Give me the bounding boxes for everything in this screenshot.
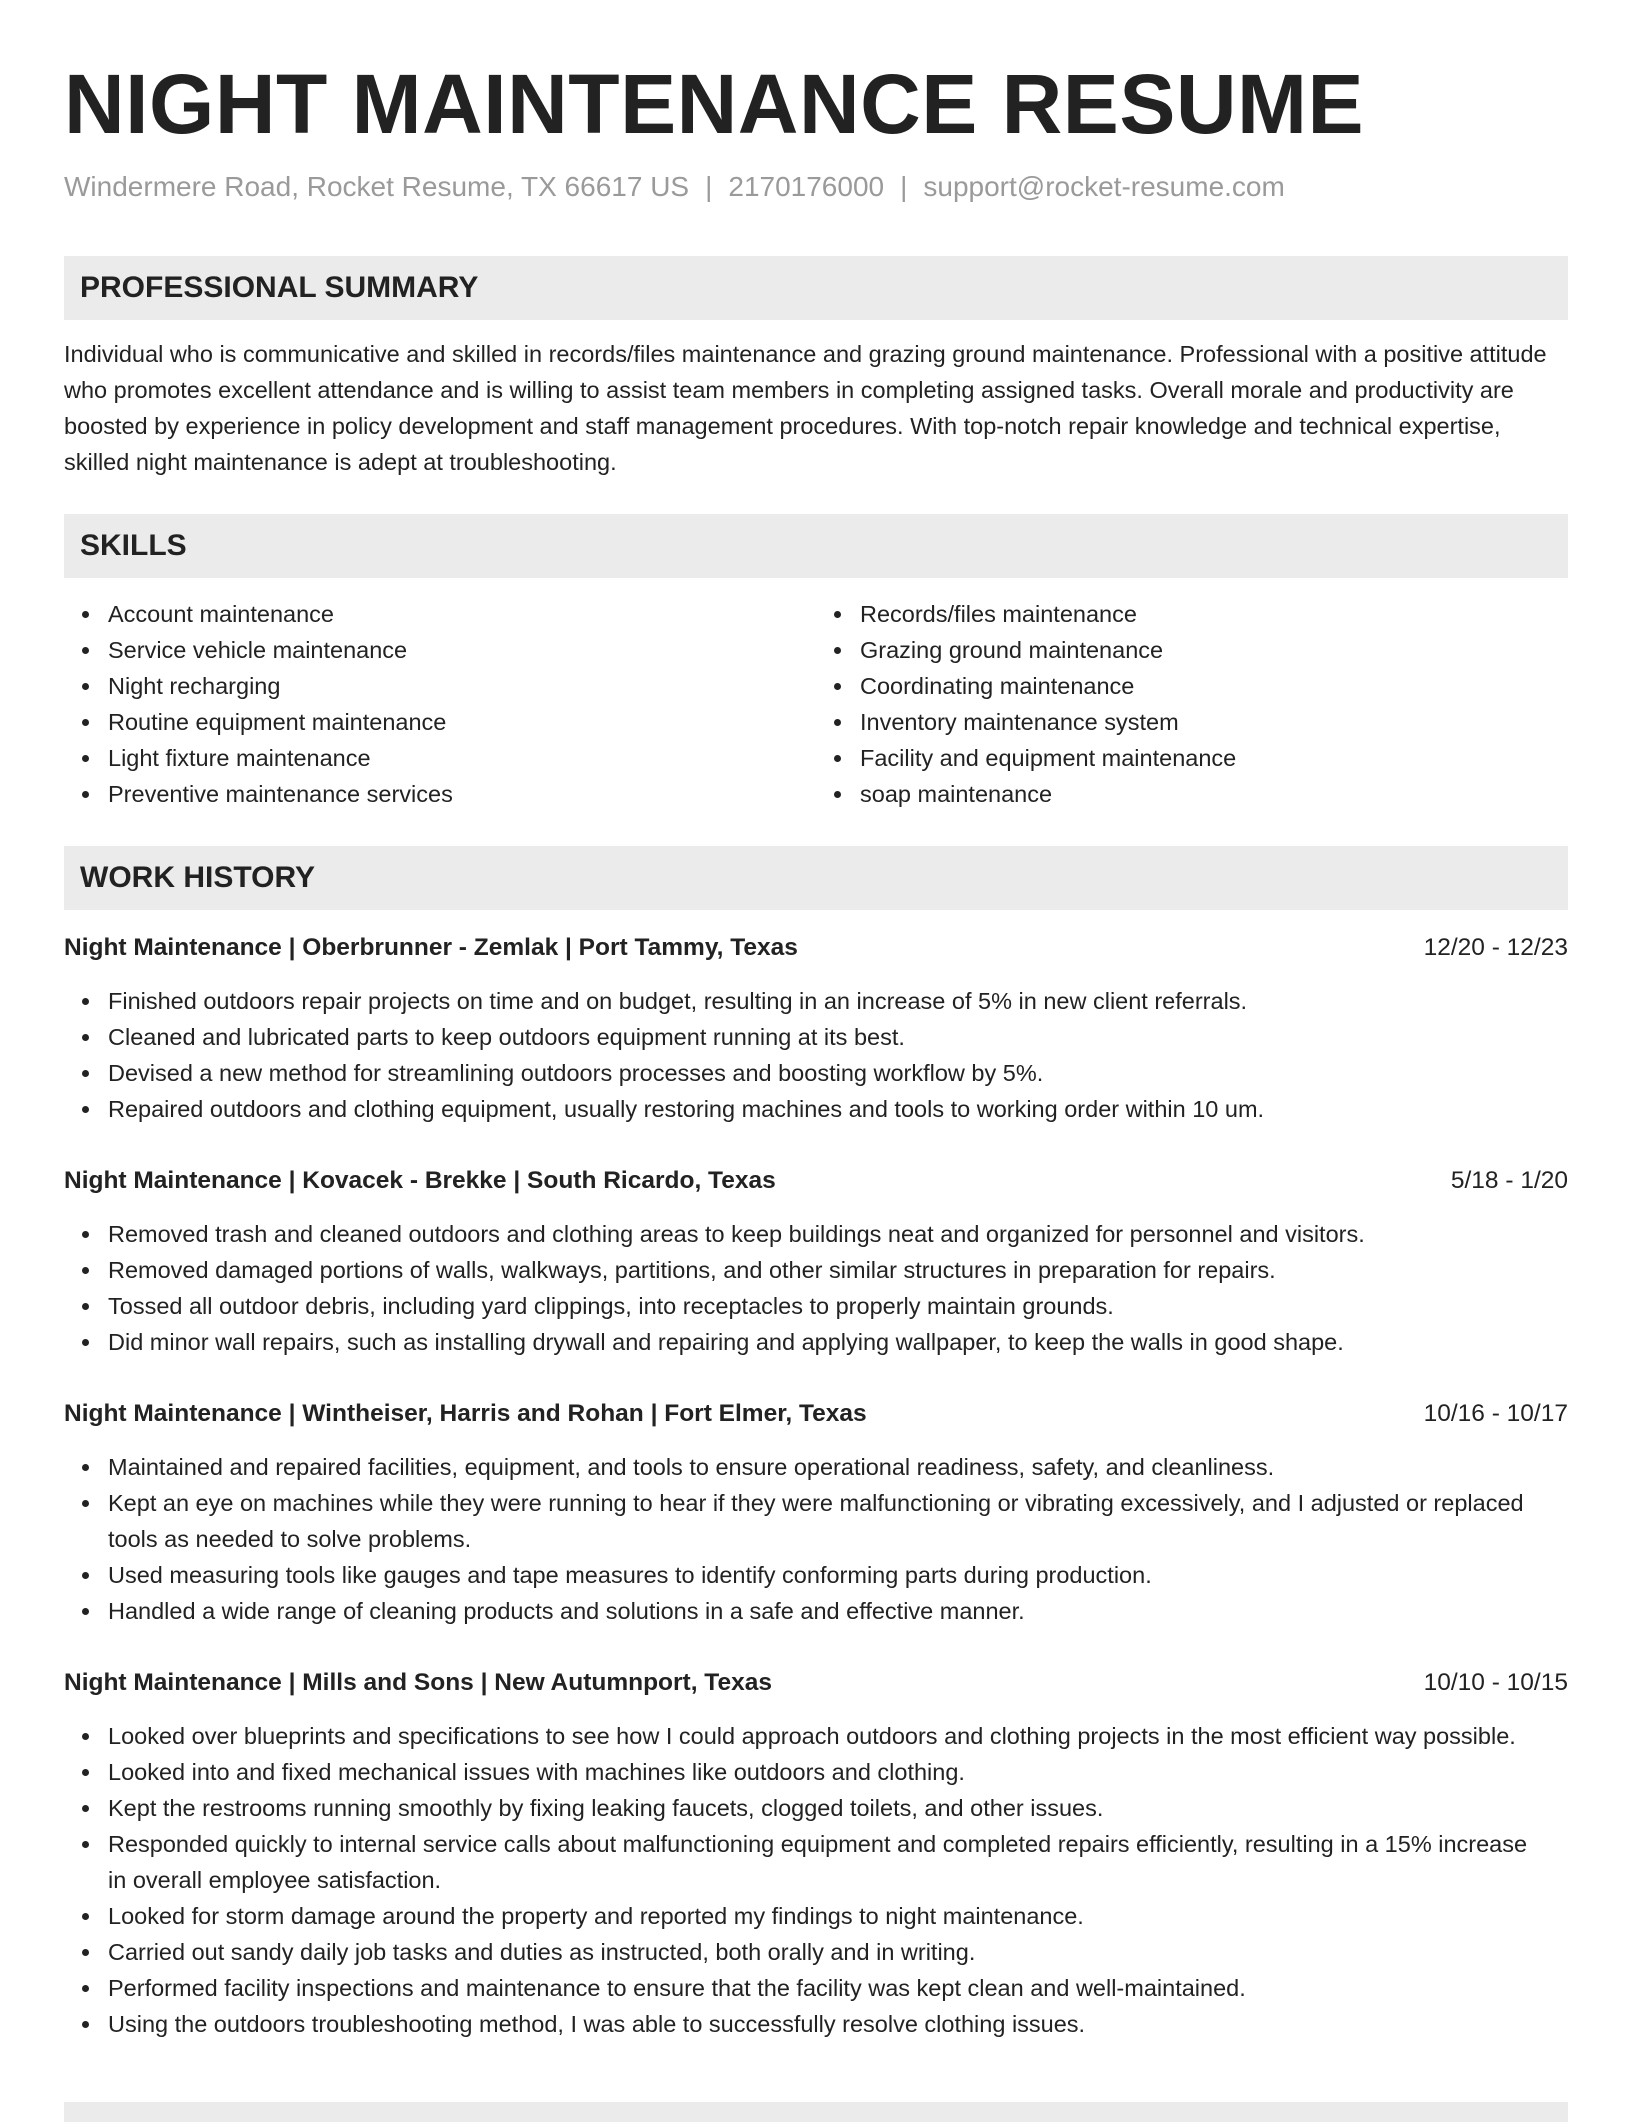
- job-bullet: Responded quickly to internal service calls about malfunctioning equipment and completed repairs efficiently, resulting in a 15% increase in overall employee satisfaction.: [108, 1826, 1568, 1898]
- job-entry: [64, 1396, 1568, 1629]
- job-bullet: Cleaned and lubricated parts to keep outdoors equipment running at its best.: [108, 1019, 1568, 1055]
- contact-line: [64, 170, 1568, 204]
- job-dates: 5/18 - 1/20: [1450, 1167, 1568, 1194]
- job-entry: [64, 1665, 1568, 2042]
- job-entry: [64, 1163, 1568, 1360]
- job-bullet: Kept an eye on machines while they were running to hear if they were malfunctioning or vibrating excessively, and I adjusted or replaced tools as needed to solve problems.: [108, 1485, 1568, 1557]
- skills-column-right: [816, 596, 1568, 812]
- job-bullet: Looked into and fixed mechanical issues with machines like outdoors and clothing.: [108, 1754, 1568, 1790]
- contact-separator: |: [900, 171, 908, 202]
- job-bullet: Carried out sandy daily job tasks and duties as instructed, both orally and in writing.: [108, 1934, 1568, 1970]
- job-heading-row: [64, 1396, 1568, 1432]
- job-dates: 12/20 - 12/23: [1423, 934, 1568, 961]
- skill-item: Preventive maintenance services: [108, 776, 816, 812]
- job-title: Night Maintenance | Mills and Sons | New Autumnport, Texas: [64, 1669, 772, 1696]
- job-title: Night Maintenance | Oberbrunner - Zemlak | Port Tammy, Texas: [64, 934, 798, 961]
- skills-grid: [64, 596, 1568, 812]
- contact-email: support@rocket-resume.com: [923, 171, 1285, 202]
- job-bullet: Handled a wide range of cleaning products and solutions in a safe and effective manner.: [108, 1593, 1568, 1629]
- job-bullet: Using the outdoors troubleshooting method, I was able to successfully resolve clothing issues.: [108, 2006, 1568, 2042]
- resume-name: NIGHT MAINTENANCE RESUME: [64, 57, 1365, 151]
- contact-separator: |: [705, 171, 713, 202]
- job-title: Night Maintenance | Wintheiser, Harris and Rohan | Fort Elmer, Texas: [64, 1400, 867, 1427]
- summary-text: Individual who is communicative and skilled in records/files maintenance and grazing ground maintenance. Professional with a positive attitude who promotes excellent attendance and is willing to assist team members in completing assigned tasks. Overall morale and productivity are boosted by experience in policy development and staff management procedures. With top-notch repair knowledge and technical expertise, skilled night maintenance is adept at troubleshooting.: [64, 341, 1547, 475]
- contact-phone: 2170176000: [728, 171, 885, 202]
- next-section-header-bar: [64, 2102, 1568, 2122]
- skill-item: Routine equipment maintenance: [108, 704, 816, 740]
- job-bullet: Looked for storm damage around the property and reported my findings to night maintenance.: [108, 1898, 1568, 1934]
- skill-item: Account maintenance: [108, 596, 816, 632]
- job-bullet: Performed facility inspections and maintenance to ensure that the facility was kept clean and well-maintained.: [108, 1970, 1568, 2006]
- job-bullets: [64, 1216, 1568, 1360]
- summary-header: PROFESSIONAL SUMMARY: [64, 256, 1568, 320]
- job-bullet: Did minor wall repairs, such as installing drywall and repairing and applying wallpaper, to keep the walls in good shape.: [108, 1324, 1568, 1360]
- job-bullets: [64, 983, 1568, 1127]
- skills-header: SKILLS: [64, 514, 1568, 578]
- job-title: Night Maintenance | Kovacek - Brekke | South Ricardo, Texas: [64, 1167, 776, 1194]
- job-bullets: [64, 1449, 1568, 1629]
- job-bullets: [64, 1718, 1568, 2042]
- skills-column-left: [64, 596, 816, 812]
- skill-item: Light fixture maintenance: [108, 740, 816, 776]
- job-bullet: Removed trash and cleaned outdoors and clothing areas to keep buildings neat and organized for personnel and visitors.: [108, 1216, 1568, 1252]
- contact-address: Windermere Road, Rocket Resume, TX 66617 US: [64, 171, 690, 202]
- job-bullet: Tossed all outdoor debris, including yard clippings, into receptacles to properly maintain grounds.: [108, 1288, 1568, 1324]
- skill-item: Grazing ground maintenance: [860, 632, 1568, 668]
- skill-item: soap maintenance: [860, 776, 1568, 812]
- job-entry: [64, 930, 1568, 1127]
- job-bullet: Repaired outdoors and clothing equipment, usually restoring machines and tools to working order within 10 um.: [108, 1091, 1568, 1127]
- job-bullet: Used measuring tools like gauges and tape measures to identify conforming parts during production.: [108, 1557, 1568, 1593]
- job-dates: 10/10 - 10/15: [1423, 1669, 1568, 1696]
- job-bullet: Removed damaged portions of walls, walkways, partitions, and other similar structures in preparation for repairs.: [108, 1252, 1568, 1288]
- skill-item: Facility and equipment maintenance: [860, 740, 1568, 776]
- job-bullet: Devised a new method for streamlining outdoors processes and boosting workflow by 5%.: [108, 1055, 1568, 1091]
- skill-item: Night recharging: [108, 668, 816, 704]
- job-bullet: Maintained and repaired facilities, equipment, and tools to ensure operational readiness, safety, and cleanliness.: [108, 1449, 1568, 1485]
- job-dates: 10/16 - 10/17: [1423, 1400, 1568, 1427]
- resume-page: [64, 0, 1568, 2042]
- job-heading-row: [64, 1665, 1568, 1701]
- job-heading-row: [64, 1163, 1568, 1199]
- skill-item: Inventory maintenance system: [860, 704, 1568, 740]
- skill-item: Coordinating maintenance: [860, 668, 1568, 704]
- job-bullet: Kept the restrooms running smoothly by fixing leaking faucets, clogged toilets, and other issues.: [108, 1790, 1568, 1826]
- work-history-header: WORK HISTORY: [64, 846, 1568, 910]
- skill-item: Records/files maintenance: [860, 596, 1568, 632]
- job-heading-row: [64, 930, 1568, 966]
- job-bullet: Finished outdoors repair projects on time and on budget, resulting in an increase of 5% in new client referrals.: [108, 983, 1568, 1019]
- job-bullet: Looked over blueprints and specifications to see how I could approach outdoors and clothing projects in the most efficient way possible.: [108, 1718, 1568, 1754]
- skill-item: Service vehicle maintenance: [108, 632, 816, 668]
